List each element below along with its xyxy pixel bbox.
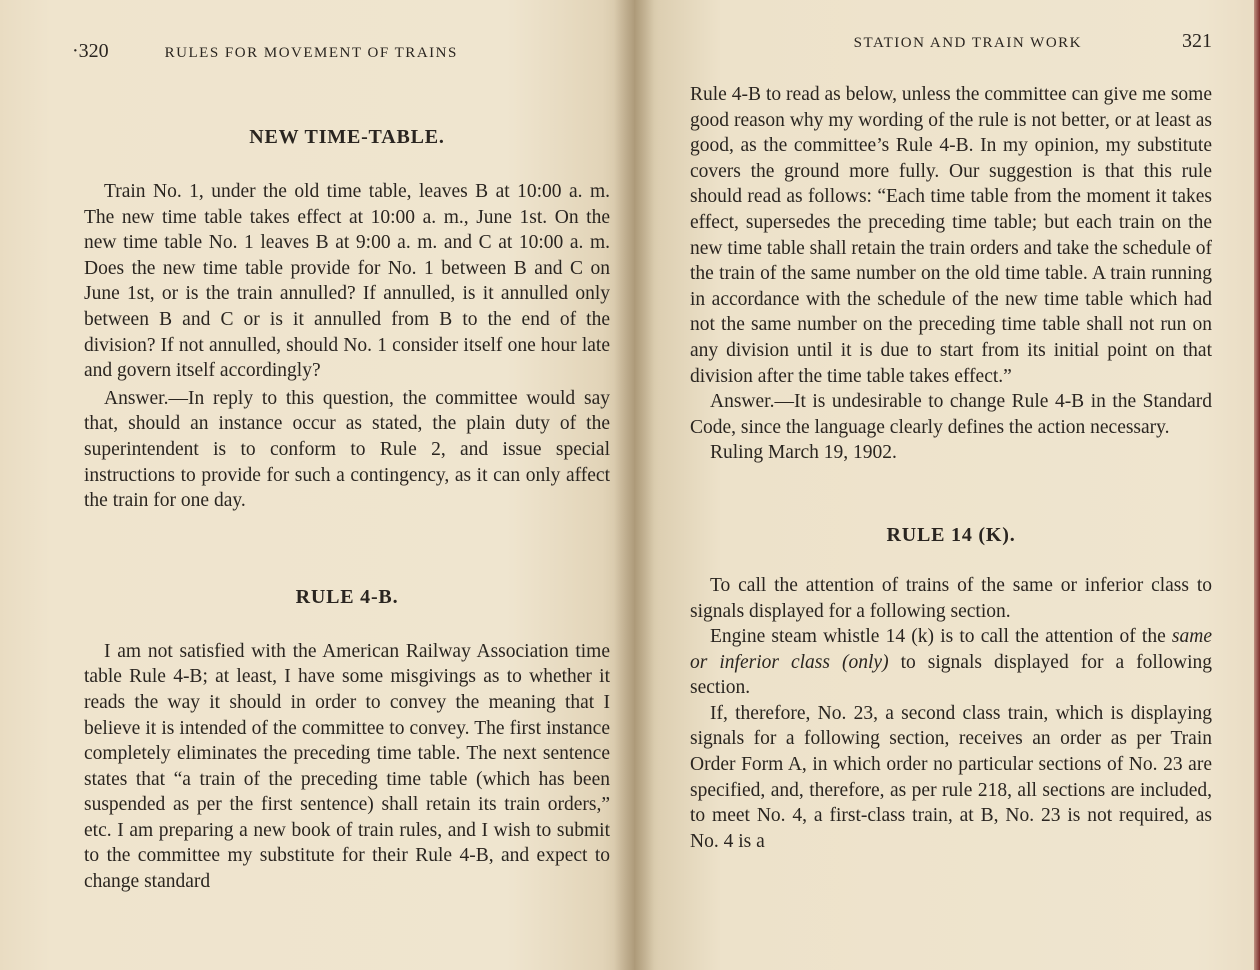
heading-rule-14k: RULE 14 (K). [886, 523, 1016, 546]
book-edge-right [1254, 0, 1260, 970]
left-page-number: ·320 [72, 40, 109, 62]
whistle-text-end: to signals displayed for a following section. [690, 651, 1213, 699]
paragraph-rule-14k-whistle [690, 624, 1212, 701]
left-running-head [72, 40, 610, 70]
paragraph-new-time-table-question: Train No. 1, under the old time table, leaves B at 10:00 a. m. The new time table takes effect at 10:00 a. m., June 1st. On the new time table No. 1 leaves B at 9:00 a. m. and C at 10:00 a. m. Does the new time table provide for No. 1 between B and C on June 1st, or is the train annulled? If annulled, is it annulled only between B and C or is it annulled from B to the end of the division? If not annulled, should No. 1 consider itself one hour late and govern itself accordingly? [84, 181, 610, 382]
paragraph-rule-4b-continued: Rule 4-B to read as below, unless the committee can give me some good reason why my wording of the rule is not better, or at least as good, as the committee’s Rule 4-B. In my opinion, my substitute covers the ground more fully. Our suggestion is that this rule should read as follows: “Each time table from the moment it takes effect, supersedes the preceding time table; but each train on the new time table shall retain the train orders and take the schedule of the train of the same number on the old time table. A train running in accordance with the schedule of the new time table which had not the same number on the preceding time table shall not run on any division until it is due to start from its initial point on that division after the time table takes effect.” [690, 84, 1212, 387]
whistle-text-italic: same or inferior class (only) [690, 626, 1212, 673]
paragraph-rule-4b-question: I am not satisfied with the American Railway Association time table Rule 4-B; at least, I have some misgivings as to whether it reads the way it should in order to convey the meaning that I believe it is intended of the committee to convey. The first instance completely eliminates the preceding time table. The next sentence states that “a train of the preceding time table (which has been suspended as per the first sentence) shall retain its train orders,” etc. I am preparing a new book of train rules, and I wish to submit to the committee my substitute for their Rule 4-B, and expect to change standard [84, 640, 610, 893]
paragraph-new-time-table-answer: Answer.—In reply to this question, the committee would say that, should an instance occur as stated, the plain duty of the superintendent is to conform to Rule 2, and issue special instructions to provide for such a contingency, as it can only affect the train for one day. [84, 387, 610, 512]
ruling-date: Ruling March 19, 1902. [710, 442, 897, 464]
right-page [634, 0, 1260, 970]
paragraph-rule-14k-purpose: To call the attention of trains of the same or inferior class to signals displayed for a following section. [690, 574, 1212, 622]
left-running-title: RULES FOR MOVEMENT OF TRAINS [164, 45, 458, 61]
right-page-number: 321 [1182, 30, 1212, 52]
heading-new-time-table: NEW TIME-TABLE. [249, 126, 445, 148]
right-running-head [690, 30, 1212, 60]
paragraph-rule-4b-answer: Answer.—It is undesirable to change Rule 4-B in the Standard Code, since the language clearly defines the action necessary. [690, 391, 1212, 438]
paragraph-rule-14k-example: If, therefore, No. 23, a second class train, which is displaying signals for a following section, receives an order as per Train Order Form A, in which order no particular sections of No. 23 are specified, and, therefore, as per rule 218, all sections are included, to meet No. 4, a first-class train, at B, No. 23 is not required, as No. 4 is a [690, 702, 1212, 852]
whistle-text-start: Engine steam whistle 14 (k) is to call the attention of the [710, 626, 1166, 648]
right-running-title: STATION AND TRAIN WORK [853, 35, 1082, 51]
heading-rule-4b: RULE 4-B. [295, 585, 399, 608]
